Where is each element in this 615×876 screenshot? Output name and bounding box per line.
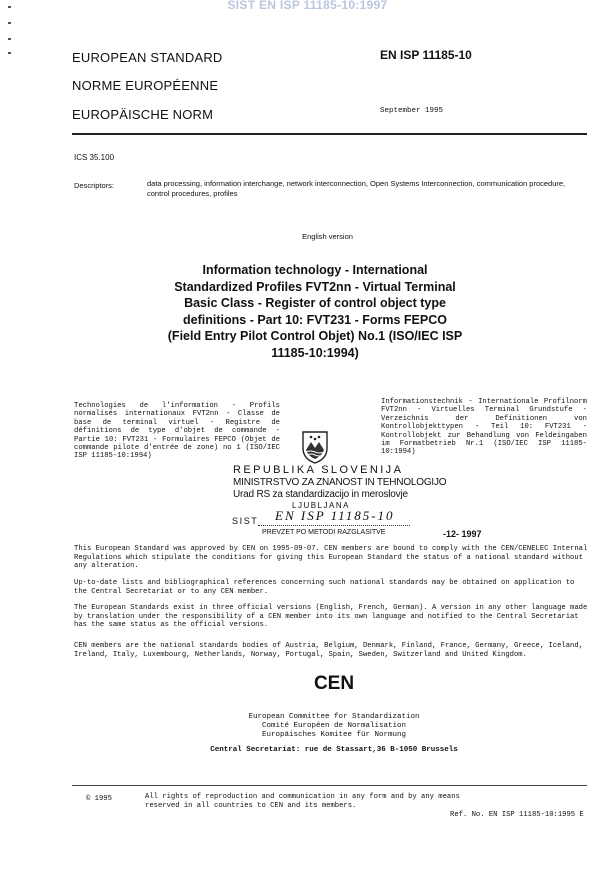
scan-speck bbox=[8, 38, 11, 40]
cen-name-fr: Comité Européen de Normalisation bbox=[261, 722, 407, 730]
french-title: Technologies de l'information - Profils normalisés internationaux FVT2nn - Classe de base de terminal virtuel - Registre de définitions de type d'objet de commande - Partie 10: FVT231 - Formulaires FEPCO (Objet de commande pilote d'entrée de zone) no 1 (ISO/IEC ISP 11185-10:1994) bbox=[74, 402, 280, 461]
stamp-sist-number: EN ISP 11185-10 bbox=[275, 508, 395, 523]
stamp-ministry: MINISTRSTVO ZA ZNANOST IN TEHNOLOGIJO bbox=[233, 477, 447, 488]
descriptors-text: data processing, information interchange, network interconnection, Open Systems Interconnection, communication procedure, control procedures, profiles bbox=[147, 179, 566, 198]
copyright-year: © 1995 bbox=[86, 795, 112, 803]
slovenia-coat-of-arms-icon bbox=[300, 430, 330, 464]
reference-number: Ref. No. EN ISP 11185-10:1995 E bbox=[450, 811, 584, 819]
publication-date: September 1995 bbox=[380, 107, 444, 115]
header-line-de: EUROPÄISCHE NORM bbox=[72, 107, 214, 122]
members-paragraph: CEN members are the national standards bodies of Austria, Belgium, Denmark, Finland, France, Germany, Greece, Iceland, Ireland, Italy, Luxembourg, Netherlands, Norway, Portugal, Spain, Sweden, Switzerland and United Kingdom. bbox=[74, 642, 583, 659]
document-title bbox=[160, 262, 470, 361]
title-line: Standardized Profiles FVT2nn - Virtual Terminal bbox=[174, 279, 456, 294]
stamp-city: LJUBLJANA bbox=[292, 501, 350, 510]
ics-code: ICS 35.100 bbox=[74, 153, 115, 162]
sist-number-line bbox=[258, 525, 410, 526]
footer-rule bbox=[72, 785, 587, 786]
title-line: Information technology - International bbox=[202, 263, 428, 277]
stamp-office: Urad RS za standardizacijo in meroslovje bbox=[233, 489, 408, 500]
stamp-republic: REPUBLIKA SLOVENIJA bbox=[233, 464, 404, 476]
standard-number: EN ISP 11185-10 bbox=[380, 48, 472, 62]
stamp-sist-label: SIST bbox=[232, 516, 259, 526]
stamp-date: -12- 1997 bbox=[443, 529, 482, 539]
lists-paragraph: Up-to-date lists and bibliographical references concerning such national standards may be obtained on application to the Central Secretariat or to any CEN member. bbox=[74, 579, 575, 596]
scan-speck bbox=[8, 22, 11, 24]
version-note: English version bbox=[302, 232, 353, 241]
title-line: Basic Class - Register of control object type bbox=[184, 296, 446, 310]
scan-speck bbox=[8, 52, 11, 54]
cen-name-en: European Committee for Standardization bbox=[248, 713, 420, 721]
cen-logo: CEN bbox=[313, 673, 355, 694]
title-line: (Field Entry Pilot Control Objet) No.1 (ISO/IEC ISP bbox=[167, 329, 463, 343]
versions-paragraph: The European Standards exist in three official versions (English, French, German). A version in any other language made by translation under the responsibility of a CEN member into its own language and notified to the Central Secretariat has the same status as the official versions. bbox=[74, 604, 588, 630]
approval-paragraph: This European Standard was approved by CEN on 1995-09-07. CEN members are bound to comply with the CEN/CENELEC Internal Regulations which stipulate the conditions for giving this European Standard the status of a national standard without any alteration. bbox=[74, 545, 588, 571]
sist-watermark: SIST EN ISP 11185-10:1997 bbox=[227, 0, 388, 12]
german-title: Informationstechnik - Internationale Profilnorm FVT2nn - Virtuelles Terminal Grundstufe - Verzeichnis der Definitionen von Kontrollobjekttypen - Teil 10: FVT231 - Kontrollobjekt zur Behandlung von Feldeingaben im Formatbetrieb Nr.1 (ISO/IEC ISP 11185-10:1994) bbox=[381, 398, 587, 457]
stamp-taken-over: PREVZET PO METODI RAZGLASITVE bbox=[262, 529, 386, 536]
header-rule bbox=[72, 133, 587, 135]
title-line: 11185-10:1994) bbox=[271, 345, 359, 360]
descriptors-label: Descriptors: bbox=[74, 181, 115, 190]
scan-speck bbox=[8, 6, 11, 8]
cen-name-de: Europäisches Komitee für Normung bbox=[261, 731, 407, 739]
rights-notice: All rights of reproduction and communication in any form and by any means reserved in all countries to CEN and its members. bbox=[145, 793, 460, 810]
cen-names bbox=[0, 713, 615, 740]
header-line-fr: NORME EUROPÉENNE bbox=[72, 78, 219, 93]
header-line-en: EUROPEAN STANDARD bbox=[72, 50, 223, 65]
cen-secretariat: Central Secretariat: rue de Stassart,36 B-1050 Brussels bbox=[210, 746, 458, 754]
title-line: definitions - Part 10: FVT231 - Forms FEPCO bbox=[183, 312, 447, 327]
